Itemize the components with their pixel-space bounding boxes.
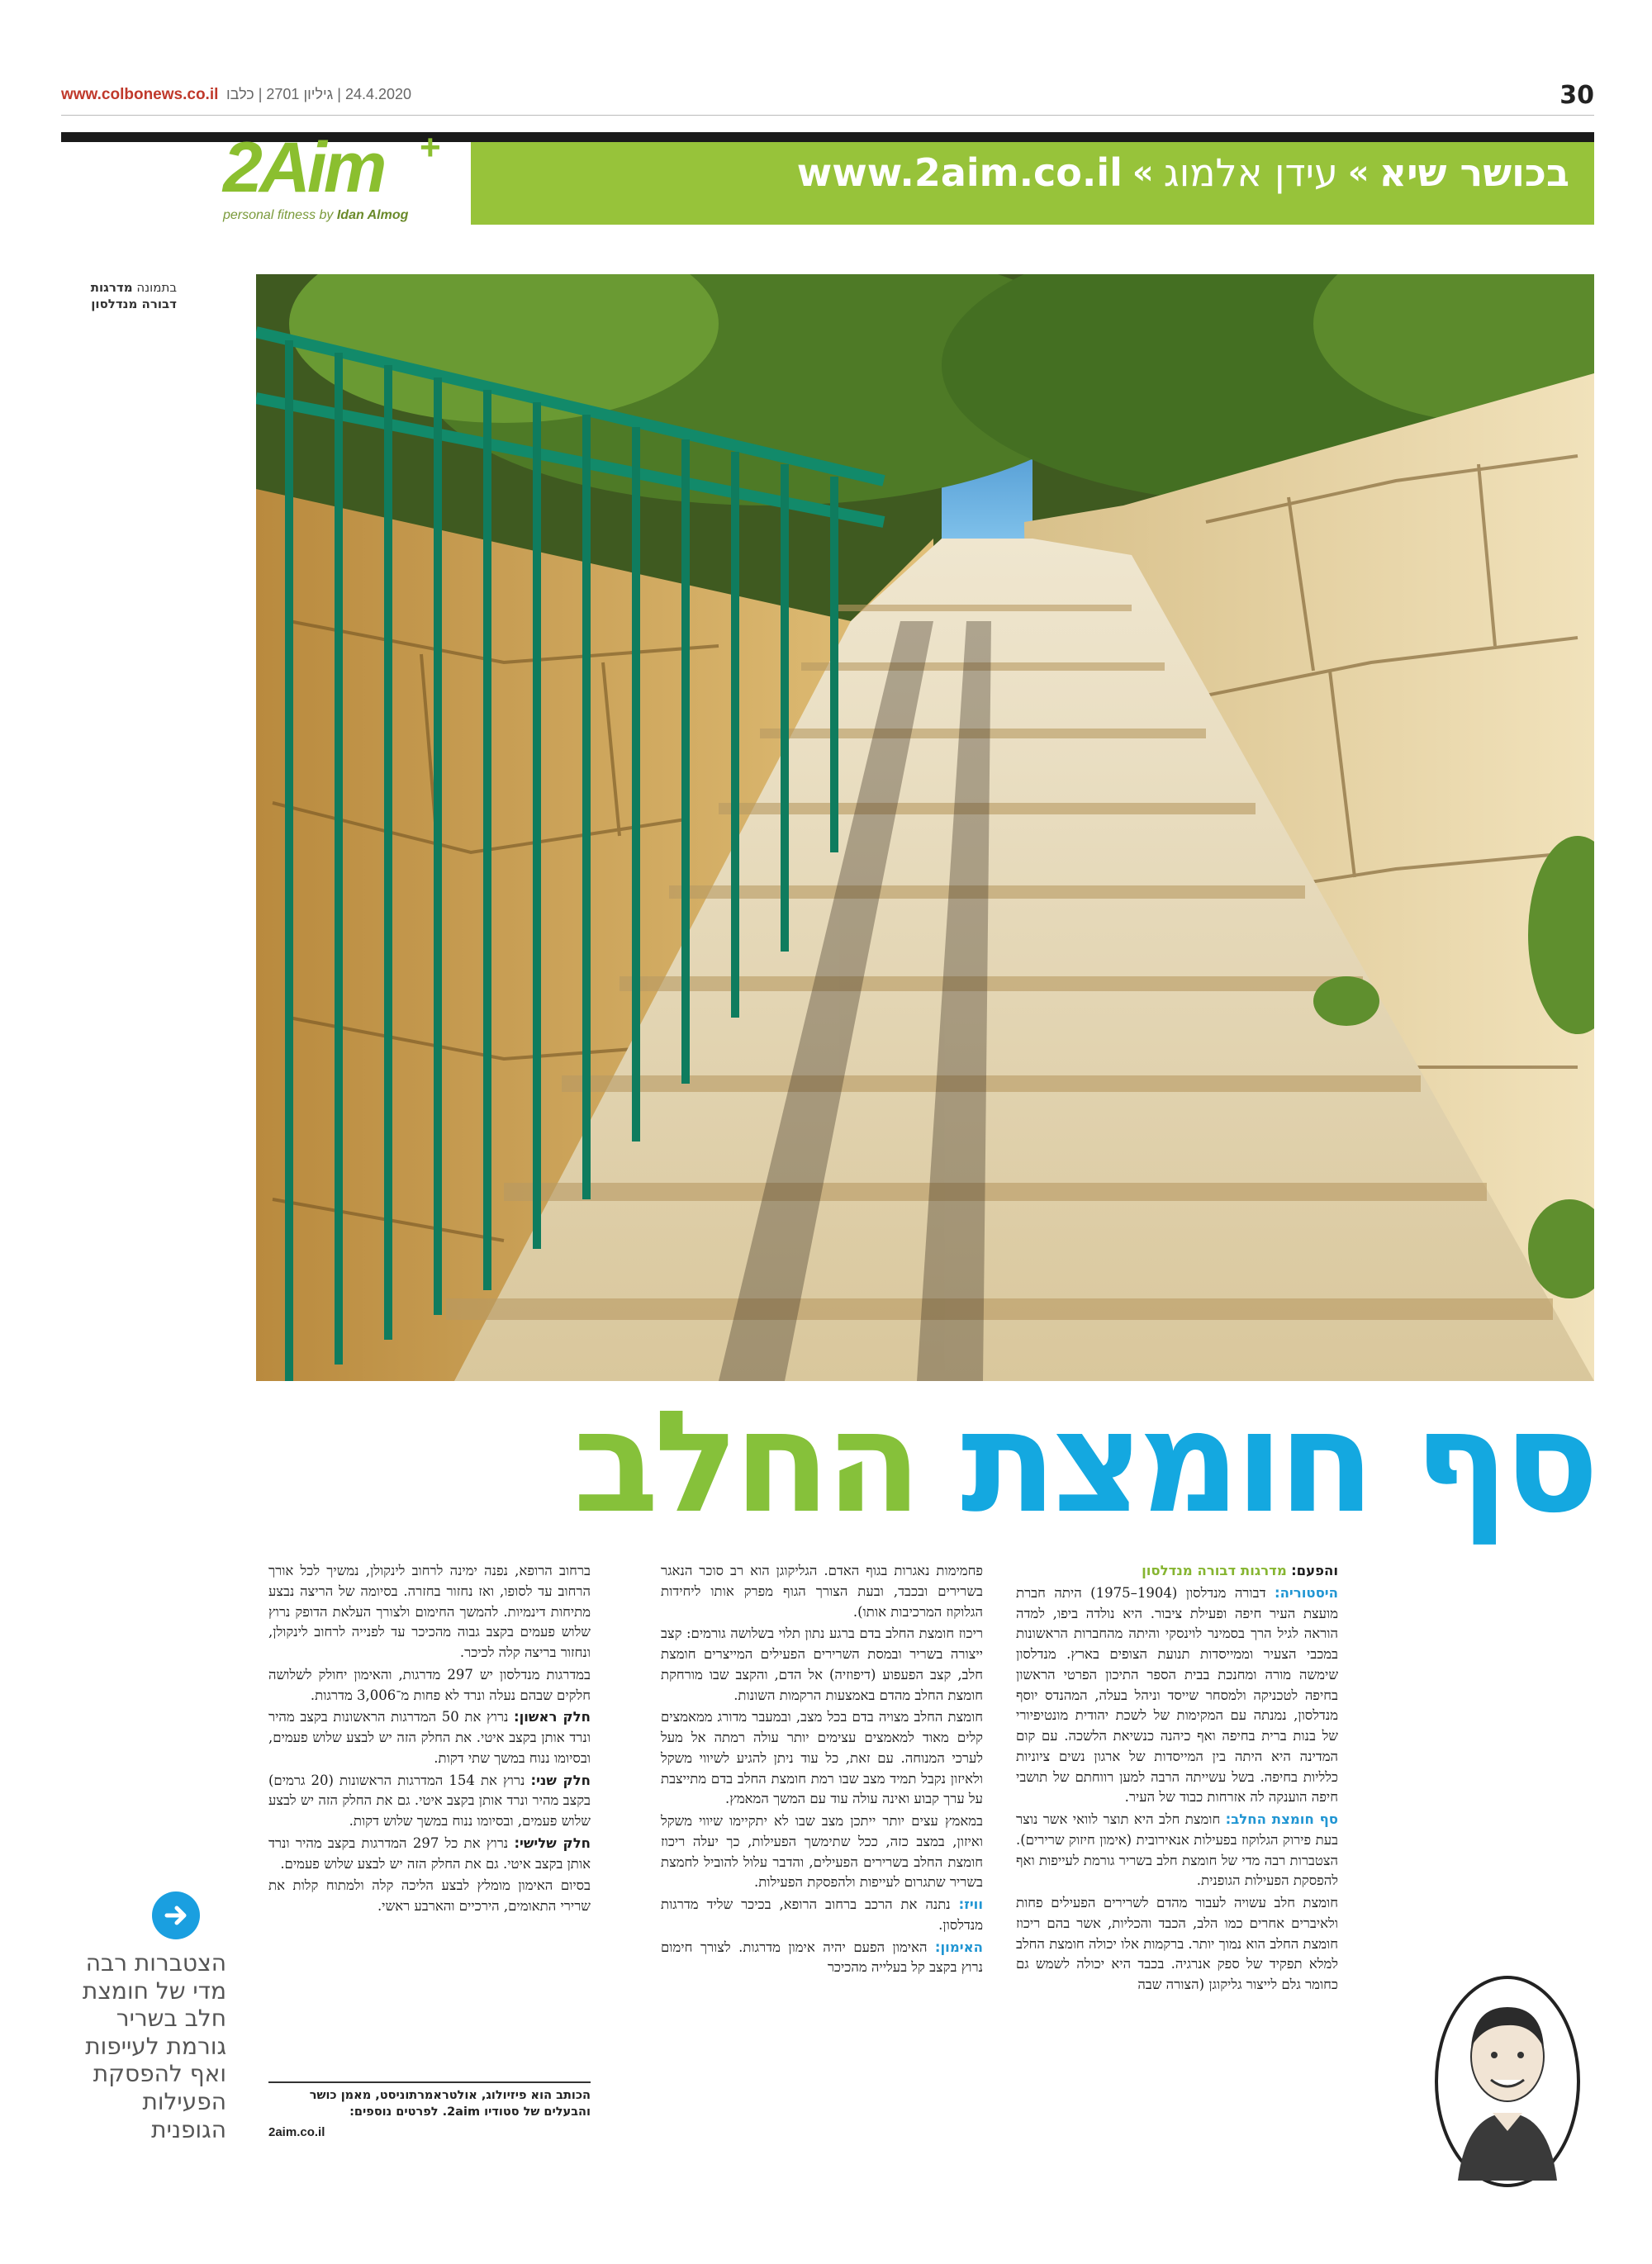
page-number: 30 [1559, 81, 1594, 110]
photo-caption [61, 279, 177, 313]
issue-info: 24.4.2020 | גיליון 2701 | כלבו [226, 86, 412, 102]
author-bio-text: הכותב הוא פיזיולוג, אולטראמרתוניסט, מאמן כושר והבעלים של סטודיו 2aim. לפרטים נוספים: [309, 2089, 591, 2119]
arrow-right-icon [152, 1891, 200, 1939]
article-headline [372, 1381, 1594, 1545]
author-portrait [1433, 1974, 1582, 2189]
brand-logo [223, 127, 454, 231]
chevron-icon: « [1132, 154, 1154, 192]
paragraph: חומצת החלב מצויה בדם בכל מצב, ובמעבר מדורג ממאמצים קלים מאוד למאמצים עצימים יותר עולה רמתה אל מעל לערכי המנוחה. עם זאת, כל עוד ניתן להגיע לשיווי משקל ולאיזון נקבל תמיד מצב שבו רמת חומצת החלב בדם מתייצבת על ערך קבוע ואינה עולה עוד עם המשך המאמץ. [661, 1709, 983, 1807]
photo-caption-subject: מדרגות דבורה מנדלסון [90, 280, 177, 312]
paragraph: במדרגות מנדלסון יש 297 מדרגות, והאימון יחולק לשלושה חלקים שבהם נעלה ונרד לא פחות מ־3,006 מדרגות. [268, 1666, 591, 1703]
training-part-2: חלק שני: נרוץ את 154 המדרגות הראשונות (20 גרמים) בקצב מהיר ונרד אותן בקצב איטי. גם את החלק הזה יש לבצע שלוש פעמים, ובסיומו ננוח במשך שלוש דקות. [268, 1772, 591, 1829]
training-part-1: חלק ראשון: נרוץ את 50 המדרגות הראשונות בקצב מהיר ונרד אותן בקצב איטי. את החלק הזה יש לבצע שלוש פעמים, ובסיומו ננוח במשך שתי דקות. [268, 1709, 591, 1766]
article-column-2 [661, 1561, 983, 2139]
training-part-3: חלק שלישי: נרוץ את כל 297 המדרגות בקצב מהיר ונרד אותן בקצב איטי. גם את החלק הזה יש לבצע שלוש פעמים. [268, 1834, 591, 1872]
banner-section-title: בכושר שיא [1379, 150, 1569, 195]
page-header [61, 83, 1594, 116]
paragraph: ריכוז חומצת החלב בדם ברגע נתון תלוי בשלושה גורמים: קצב ייצורה בשריר ובמסת השרירים הפעילים המייצרים חומצת חלב, קצב הפעפוע (דיפוזיה) אל הדם, והקצב שבו מורחקת חומצת החלב מהדם באמצעות הרקמות השונות. [661, 1626, 983, 1703]
logo-wordmark: 2Aim [223, 128, 384, 207]
banner-url: www.2aim.co.il [796, 150, 1123, 195]
logo-tagline: personal fitness by Idan Almog [223, 208, 409, 222]
headline-part-blue: סף חומצת [961, 1381, 1594, 1545]
paragraph: במאמץ עצים יותר ייתכן מצב שבו לא יתקיימו שיווי משקל ואיזון, במצב כזה, ככל שתימשך הפעילות, כך יעלה ריכוז חומצת החלב בשרירים הפעילים, והדבר עלול להוביל לחמצת בשריר שתגרום לעייפות ולהפסקת הפעילות. [661, 1813, 983, 1891]
paragraph: ברחוב הרופא, נפנה ימינה לרחוב לינקולן, נמשיך לכל אורך הרחוב עד לסופו, ואז נחזור בחזרה. בסיומה של הריצה נבצע מתיחות דינמיות. להמשך החימום ולצורך העלאת הדופק נרוץ שלוש פעמים בקצב גבוה מהכיכר עד לפנייה לרחוב לינקולן, ונחזור בריצה קלה לכיכר. [268, 1563, 591, 1660]
training-paragraph: האימון: האימון הפעם יהיה אימון מדרגות. לצורך חימום נרוץ בקצב קל בעלייה מהכיכר [661, 1939, 983, 1976]
history-paragraph: היסטוריה: דבורה מנדלסון (1904–1975) היתה חברת מועצת העיר חיפה ופעילת ציבור. היא נולדה ביפו, למדה הוראה לגיל הרך בסמינר לוינסקי והיתה מהחברות הראשונות במכבי הצעיר וממייסדות תנועת הצופים בארץ. מנדלסון שימשה מורה ומחנכת בבית הספר התיכון הפרטי הראשון בחיפה לטכניקה ולמסחר שייסד וניהל בעלה, המהנדס יוסף מנדלסון, נמנתה עם המקימות של לשכת יהודית מונטיפיורי של בנות ברית בחיפה ואף כיהנה כנשיאת הלשכה. עם קום המדינה היא היתה בין המייסדות של ארגון נשים ציוניות כלליות בחיפה. בשל עשייתה הרבה למען רווחתם של תושבי חיפה הוענקה לה אזרחות כבוד של העיר. [1016, 1584, 1339, 1806]
paragraph: פחמימות נאגרות בגוף האדם. הגליקוגן הוא רב סוכר הנאגר בשרירים ובכבד, ובעת הצורך הגוף מפרק אותו ליחידות הגלוקוז המרכיבות אותו). [661, 1563, 983, 1620]
stairs-illustration [256, 274, 1594, 1381]
intro-line: והפעם: מדרגות דבורה מנדלסון [1142, 1563, 1338, 1578]
article-column-3 [268, 1561, 591, 2090]
author-url: 2aim.co.il [268, 2125, 325, 2140]
pull-quote-text: הצטברות רבה מדי של חומצת חלב בשריר גורמת לעייפות ואף להפסקת הפעילות הגופנית [82, 1949, 226, 2143]
logo-plus: + [420, 127, 441, 168]
banner-author-name: עידן אלמוג [1163, 150, 1338, 195]
lactic-paragraph-2: חומצת חלב עשויה לעבור מהדם לשרירים הפעילים פחות ולאיברים אחרים כמו הלב, הכבד והכליות, אשר בהם ריכוז חומצת החלב הוא נמוך יותר. ברקמות אלו יכולה חומצת החלב למלא תפקיד של ספק אנרגיה. בכבד היא יכולה לשמש גם כחומר גלם לייצור גליקוגן (הצורה שבה [1016, 1895, 1338, 1992]
banner-text [797, 150, 1569, 195]
article-column-1 [1016, 1561, 1338, 2139]
chevron-icon: « [1347, 154, 1370, 192]
site-url: www.colbonews.co.il [61, 86, 219, 103]
photo-caption-prefix: בתמונה [136, 280, 177, 295]
directions-paragraph: וויז: נתנה את הרכב ברחוב הרופא, בכיכר שליד מדרגות מנדלסון. [661, 1896, 983, 1933]
author-bio [268, 2081, 591, 2139]
lactic-paragraph-1: סף חומצת החלב: חומצת חלב היא תוצר לוואי אשר נוצר בעת פירוק הגלוקוז בפעילות אנאירובית (אימון חיזוק שרירים). הצטברות רבה מדי של חומצת חלב בשריר גורמת לעייפות ואף להפסקת הפעילות הגופנית. [1016, 1811, 1338, 1889]
headline-part-green: החלב [572, 1381, 918, 1545]
paragraph: בסיום האימון מומלץ לבצע הליכה קלה ולמתוח קלות את שרירי התאומים, הירכיים והארבע ראשי. [268, 1877, 591, 1914]
stairs-photo [256, 274, 1594, 1381]
column-banner [471, 142, 1594, 225]
